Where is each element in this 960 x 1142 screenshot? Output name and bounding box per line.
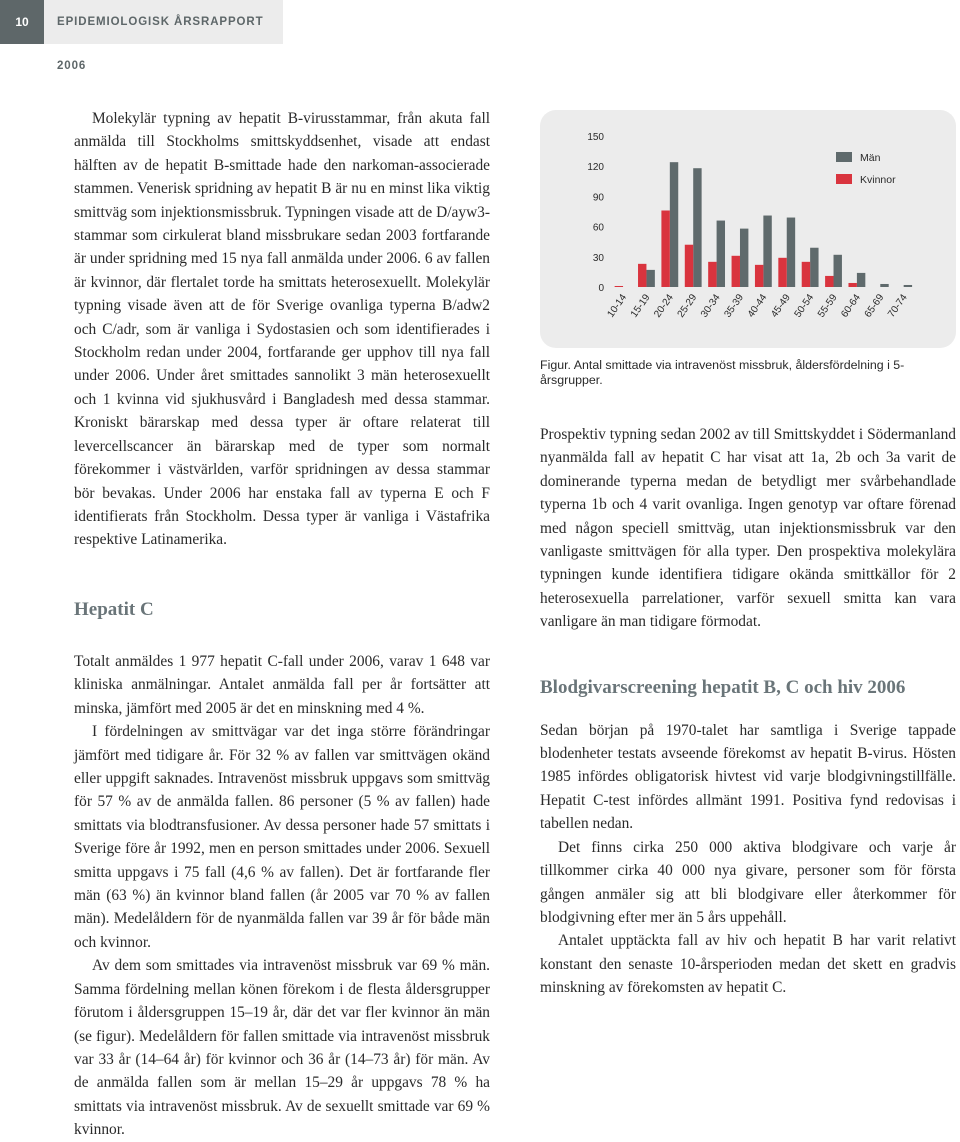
left-column-hepatit-c	[74, 598, 490, 1142]
bar-kvinnor	[708, 262, 716, 287]
x-tick-label: 55-59	[815, 292, 840, 320]
y-tick-label: 30	[592, 252, 604, 264]
right-column	[540, 423, 956, 1000]
legend-label-kvinnor: Kvinnor	[860, 174, 896, 186]
running-title: EPIDEMIOLOGISK ÅRSRAPPORT 2006	[57, 16, 264, 72]
bar-man	[693, 168, 701, 287]
legend-swatch-kvinnor	[836, 174, 852, 184]
legend-label-man: Män	[860, 152, 881, 164]
right-paragraph-1: Prospektiv typning sedan 2002 av till Smittskyddet i Södermanland nyanmälda fall av hepatit C har visat att 1a, 2b och 3a varit de dominerande typerna medan de betydligt mer svårbehandlade typerna 1b och 4 varit ovanliga. Ingen genotyp var oftare förenad med någon speciell smittväg, utan injektionsmissbruk var den vanligaste smittvägen för alla typer. Den prospektiva molekylära typningen kunde identifiera tidigare okända smittkällor för 2 heterosexuella parrelationer, varför sexuell smitta kan vara vanligare än man tidigare förmodat.	[540, 426, 956, 631]
figure-caption: Figur. Antal smittade via intravenöst missbruk, åldersfördelning i 5-årsgrupper.	[540, 358, 905, 387]
right-paragraph-2: Sedan början på 1970-talet har samtliga i Sverige tappade blodenheter testats avseende förekomst av hepatit B-virus. Hösten 1985 infördes obligatorisk hivtest vid varje blodgivningstillfälle. Hepatit C-test infördes allmänt 1991. Positiva fynd redovisas i tabellen nedan.	[540, 721, 956, 833]
bar-man	[740, 229, 748, 287]
bar-man	[857, 273, 865, 287]
x-tick-label: 25-29	[675, 292, 700, 320]
bar-chart	[540, 110, 956, 348]
x-tick-label: 20-24	[652, 292, 676, 320]
bar-man	[834, 255, 842, 287]
bar-man	[787, 218, 795, 287]
bar-kvinnor	[732, 256, 740, 287]
bar-kvinnor	[755, 265, 763, 287]
page-header	[0, 0, 283, 72]
bar-kvinnor	[848, 283, 856, 287]
right-paragraph-3: Det finns cirka 250 000 aktiva blodgivare och varje år tillkommer cirka 40 000 nya givare, personer som för första gången anmäler sig att bli blodgivare eller återkommer för blodgivning efter mer än 5 års uppehåll.	[540, 838, 956, 926]
section-heading-blodgivarscreening: Blodgivarscreening hepatit B, C och hiv 2006	[540, 676, 906, 698]
hepatit-c-paragraph-1: Totalt anmäldes 1 977 hepatit C-fall under 2006, varav 1 648 var kliniska anmälningar. Antalet anmälda fall per år fortsätter att minska, jämfört med 2005 är det en minskning med 4 %.	[74, 653, 490, 717]
bar-kvinnor	[661, 210, 669, 287]
bar-kvinnor	[615, 286, 623, 287]
bar-man	[880, 284, 888, 287]
y-tick-label: 0	[598, 283, 604, 294]
intro-paragraph: Molekylär typning av hepatit B-virusstammar, från akuta fall anmälda till Stockholms smittskyddsenhet, visade att endast hälften av de hepatit B-smittade hade den narkoman-associerade stammen. Venerisk spridning av hepatit B är nu en minst lika viktig smittväg som injektionsmissbruk. Typningen visade att de D/ayw3-stammar som cirkulerat bland missbrukare sedan 2003 fortfarande är under spridning med 15 nya fall anmälda under 2006. 6 av fallen är kvinnor, där flertalet torde ha smittats heterosexuellt. Molekylär typning visade även att de för Sverige ovanliga typerna B/adw2 och C/adr, som är vanliga i Sydostasien och som identifierades i Stockholm redan under 2004, fortfarande ger upphov till nya fall under 2006. Under året smittades sannolikt 3 män heterosexuellt och 1 kvinna vid sjukhusvård i Bangladesh med dessa stammar. Kroniskt bärarskap med dessa typer är oftare relaterat till levercellscancer än bärarskap med de typer som normalt förekommer i västvärlden, varför spridningen av dessa stammar bör bevakas. Under 2006 har enstaka fall av typerna E och F identifierats från Stockholm. Dessa typer är vanliga i Västafrika respektive Latinamerika.	[74, 110, 490, 549]
x-tick-label: 40-44	[745, 292, 770, 320]
x-tick-label: 45-49	[769, 292, 793, 320]
right-paragraph-4: Antalet upptäckta fall av hiv och hepatit B har varit relativt konstant den senaste 10-årsperioden medan det skett en gradvis minskning av förekomsten av hepatit C.	[540, 932, 956, 997]
y-tick-label: 150	[587, 132, 604, 143]
hepatit-c-paragraph-3: Av dem som smittades via intravenöst missbruk var 69 % män. Samma fördelning mellan könen förekom i de flesta åldersgrupper förutom i åldersgruppen 15–19 år, där det var fler kvinnor än män (se figur). Medelåldern för fallen smittade via intravenöst missbruk var 33 år (14–64 år) för kvinnor och 36 år (14–73 år) för män. Av de anmälda fallen som är mellan 15–29 år uppgavs 78 % ha smittats via intravenöst missbruk. Av de sexuellt smittade var 69 % kvinnor.	[74, 957, 490, 1139]
page-number: 10	[0, 0, 44, 44]
section-heading-hepatit-c: Hepatit C	[74, 599, 154, 620]
bar-kvinnor	[638, 264, 646, 287]
x-tick-label: 15-19	[628, 292, 653, 320]
bar-kvinnor	[778, 258, 786, 287]
x-tick-label: 65-69	[862, 292, 887, 320]
bar-man	[670, 162, 678, 287]
x-tick-label: 50-54	[792, 292, 817, 320]
legend-swatch-man	[836, 152, 852, 162]
figure-chart	[540, 110, 956, 348]
x-tick-label: 30-34	[699, 292, 723, 320]
bar-man	[646, 270, 654, 287]
y-tick-label: 60	[592, 222, 604, 234]
x-tick-label: 35-39	[722, 292, 747, 320]
y-tick-label: 90	[592, 192, 604, 204]
y-tick-label: 120	[587, 162, 604, 174]
bar-man	[904, 285, 912, 287]
x-tick-label: 10-14	[605, 292, 630, 320]
hepatit-c-paragraph-2: I fördelningen av smittvägar var det inga större förändringar jämfört med tidigare år. För 32 % av fallen var smittvägen okänd eller uppgift saknades. Intravenöst missbruk uppgavs som smittväg för 57 % av de anmälda fallen. 86 personer (5 % av fallen) hade smittats via blodtransfusioner. Av dessa personer hade 57 smittats i Sverige före år 1992, men en person smittades under 2006. Sexuell smitta uppgavs i 75 fall (4,6 % av fallen). Det är fortfarande fler män (63 %) än kvinnor bland fallen (år 2005 var 70 % av fallen män). Medelåldern för de nyanmälda fallen var 39 år för både män och kvinnor.	[74, 723, 490, 951]
bar-kvinnor	[802, 262, 810, 287]
bar-man	[810, 248, 818, 287]
bar-man	[763, 216, 771, 287]
x-tick-label: 70-74	[886, 292, 910, 320]
bar-kvinnor	[685, 245, 693, 287]
left-column	[74, 107, 490, 552]
bar-kvinnor	[825, 276, 833, 287]
x-tick-label: 60-64	[839, 292, 863, 320]
bar-man	[717, 221, 725, 287]
